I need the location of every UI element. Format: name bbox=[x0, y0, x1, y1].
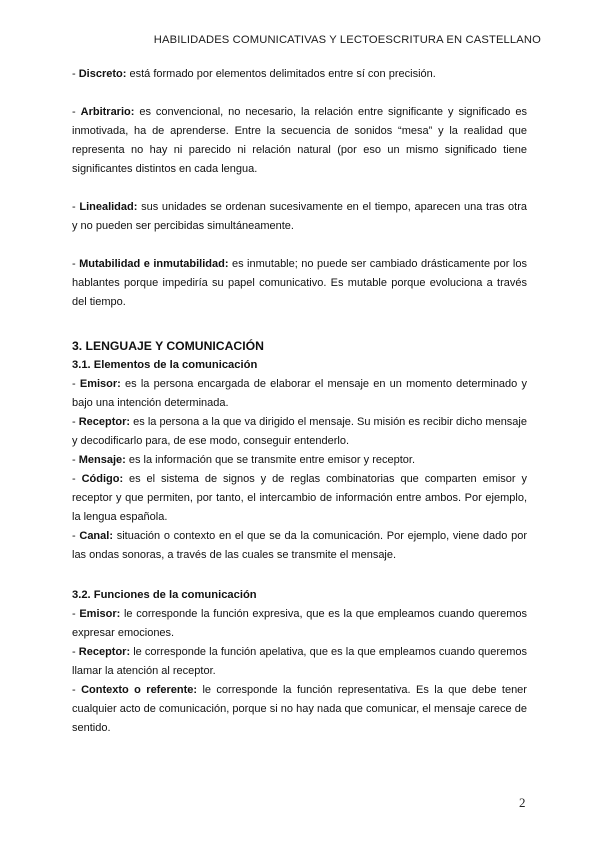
bullet: - bbox=[72, 258, 80, 270]
page-number: 2 bbox=[519, 795, 526, 810]
term: Contexto o referente: bbox=[81, 684, 198, 696]
definition: es el sistema de signos y de reglas combinatorias que comparten emisor y receptor y que permiten, por tanto, el intercambio de información entre ambos. Por ejemplo, la lengua española. bbox=[72, 473, 527, 523]
list-item-emisor-funcion bbox=[72, 605, 527, 643]
list-item-contexto-funcion bbox=[72, 681, 527, 738]
term: Receptor: bbox=[78, 646, 131, 658]
definition: le corresponde la función apelativa, que es la que empleamos cuando queremos llamar la atención al receptor. bbox=[72, 646, 527, 677]
definition: es la persona a la que va dirigido el mensaje. Su misión es recibir dicho mensaje y decodificarlo para, de ese modo, conseguir entenderlo. bbox=[72, 416, 527, 447]
term: Canal: bbox=[79, 530, 113, 542]
list-item-emisor bbox=[72, 375, 527, 413]
definition: es la información que se transmite entre emisor y receptor. bbox=[125, 454, 415, 466]
term: Discreto: bbox=[78, 68, 127, 80]
bullet: - bbox=[72, 68, 79, 80]
bullet: - bbox=[72, 416, 79, 428]
list-item-receptor-funcion bbox=[72, 643, 527, 681]
definition: le corresponde la función expresiva, que es la que empleamos cuando queremos expresar emociones. bbox=[72, 608, 527, 639]
list-item-discreto bbox=[72, 65, 527, 84]
term: Emisor: bbox=[79, 608, 121, 620]
list-item-codigo bbox=[72, 470, 527, 527]
term: Arbitrario: bbox=[80, 106, 135, 118]
bullet: - bbox=[72, 378, 80, 390]
definition: es convencional, no necesario, la relación entre significante y significado es inmotivada, ha de aprenderse. Entre la secuencia de sonidos “mesa” y la realidad que representa no hay ni parecido ni relación natural (por eso un mismo significado tiene significantes distintos en cada lengua. bbox=[72, 106, 527, 175]
section-heading: 3. LENGUAJE Y COMUNICACIÓN bbox=[72, 339, 264, 353]
term: Linealidad: bbox=[79, 201, 138, 213]
bullet: - bbox=[72, 106, 81, 118]
running-header: HABILIDADES COMUNICATIVAS Y LECTOESCRITURA EN CASTELLANO bbox=[153, 34, 541, 46]
term: Mutabilidad e inmutabilidad: bbox=[79, 258, 229, 270]
definition: está formado por elementos delimitados entre sí con precisión. bbox=[126, 68, 436, 80]
list-item-mutabilidad bbox=[72, 255, 527, 312]
definition: le corresponde la función representativa. Es la que debe tener cualquier acto de comunicación, porque si no hay nada que comunicar, el mensaje carece de sentido. bbox=[72, 684, 527, 734]
bullet: - bbox=[72, 646, 79, 658]
list-item-mensaje bbox=[72, 451, 527, 470]
definition: situación o contexto en el que se da la comunicación. Por ejemplo, viene dado por las ondas sonoras, a través de las cuales se transmite el mensaje. bbox=[72, 530, 527, 561]
bullet: - bbox=[72, 608, 80, 620]
bullet: - bbox=[72, 473, 82, 485]
list-item-arbitrario bbox=[72, 103, 527, 179]
term: Receptor: bbox=[78, 416, 131, 428]
list-item-linealidad bbox=[72, 198, 527, 236]
term: Mensaje: bbox=[78, 454, 126, 466]
definition: sus unidades se ordenan sucesivamente en el tiempo, aparecen una tras otra y no pueden ser percibidas simultáneamente. bbox=[72, 201, 527, 232]
definition: es inmutable; no puede ser cambiado drásticamente por los hablantes porque impediría su papel comunicativo. Es mutable porque evoluciona a través del tiempo. bbox=[72, 258, 527, 308]
list-item-receptor bbox=[72, 413, 527, 451]
subsection-heading-elementos: 3.1. Elementos de la comunicación bbox=[72, 359, 258, 371]
bullet: - bbox=[72, 530, 80, 542]
page-body bbox=[72, 65, 527, 738]
definition: es la persona encargada de elaborar el mensaje en un momento determinado y bajo una intención determinada. bbox=[72, 378, 527, 409]
term: Emisor: bbox=[79, 378, 121, 390]
bullet: - bbox=[72, 684, 82, 696]
bullet: - bbox=[72, 201, 80, 213]
bullet: - bbox=[72, 454, 79, 466]
term: Código: bbox=[81, 473, 124, 485]
list-item-canal bbox=[72, 527, 527, 565]
subsection-heading-funciones: 3.2. Funciones de la comunicación bbox=[72, 589, 257, 601]
